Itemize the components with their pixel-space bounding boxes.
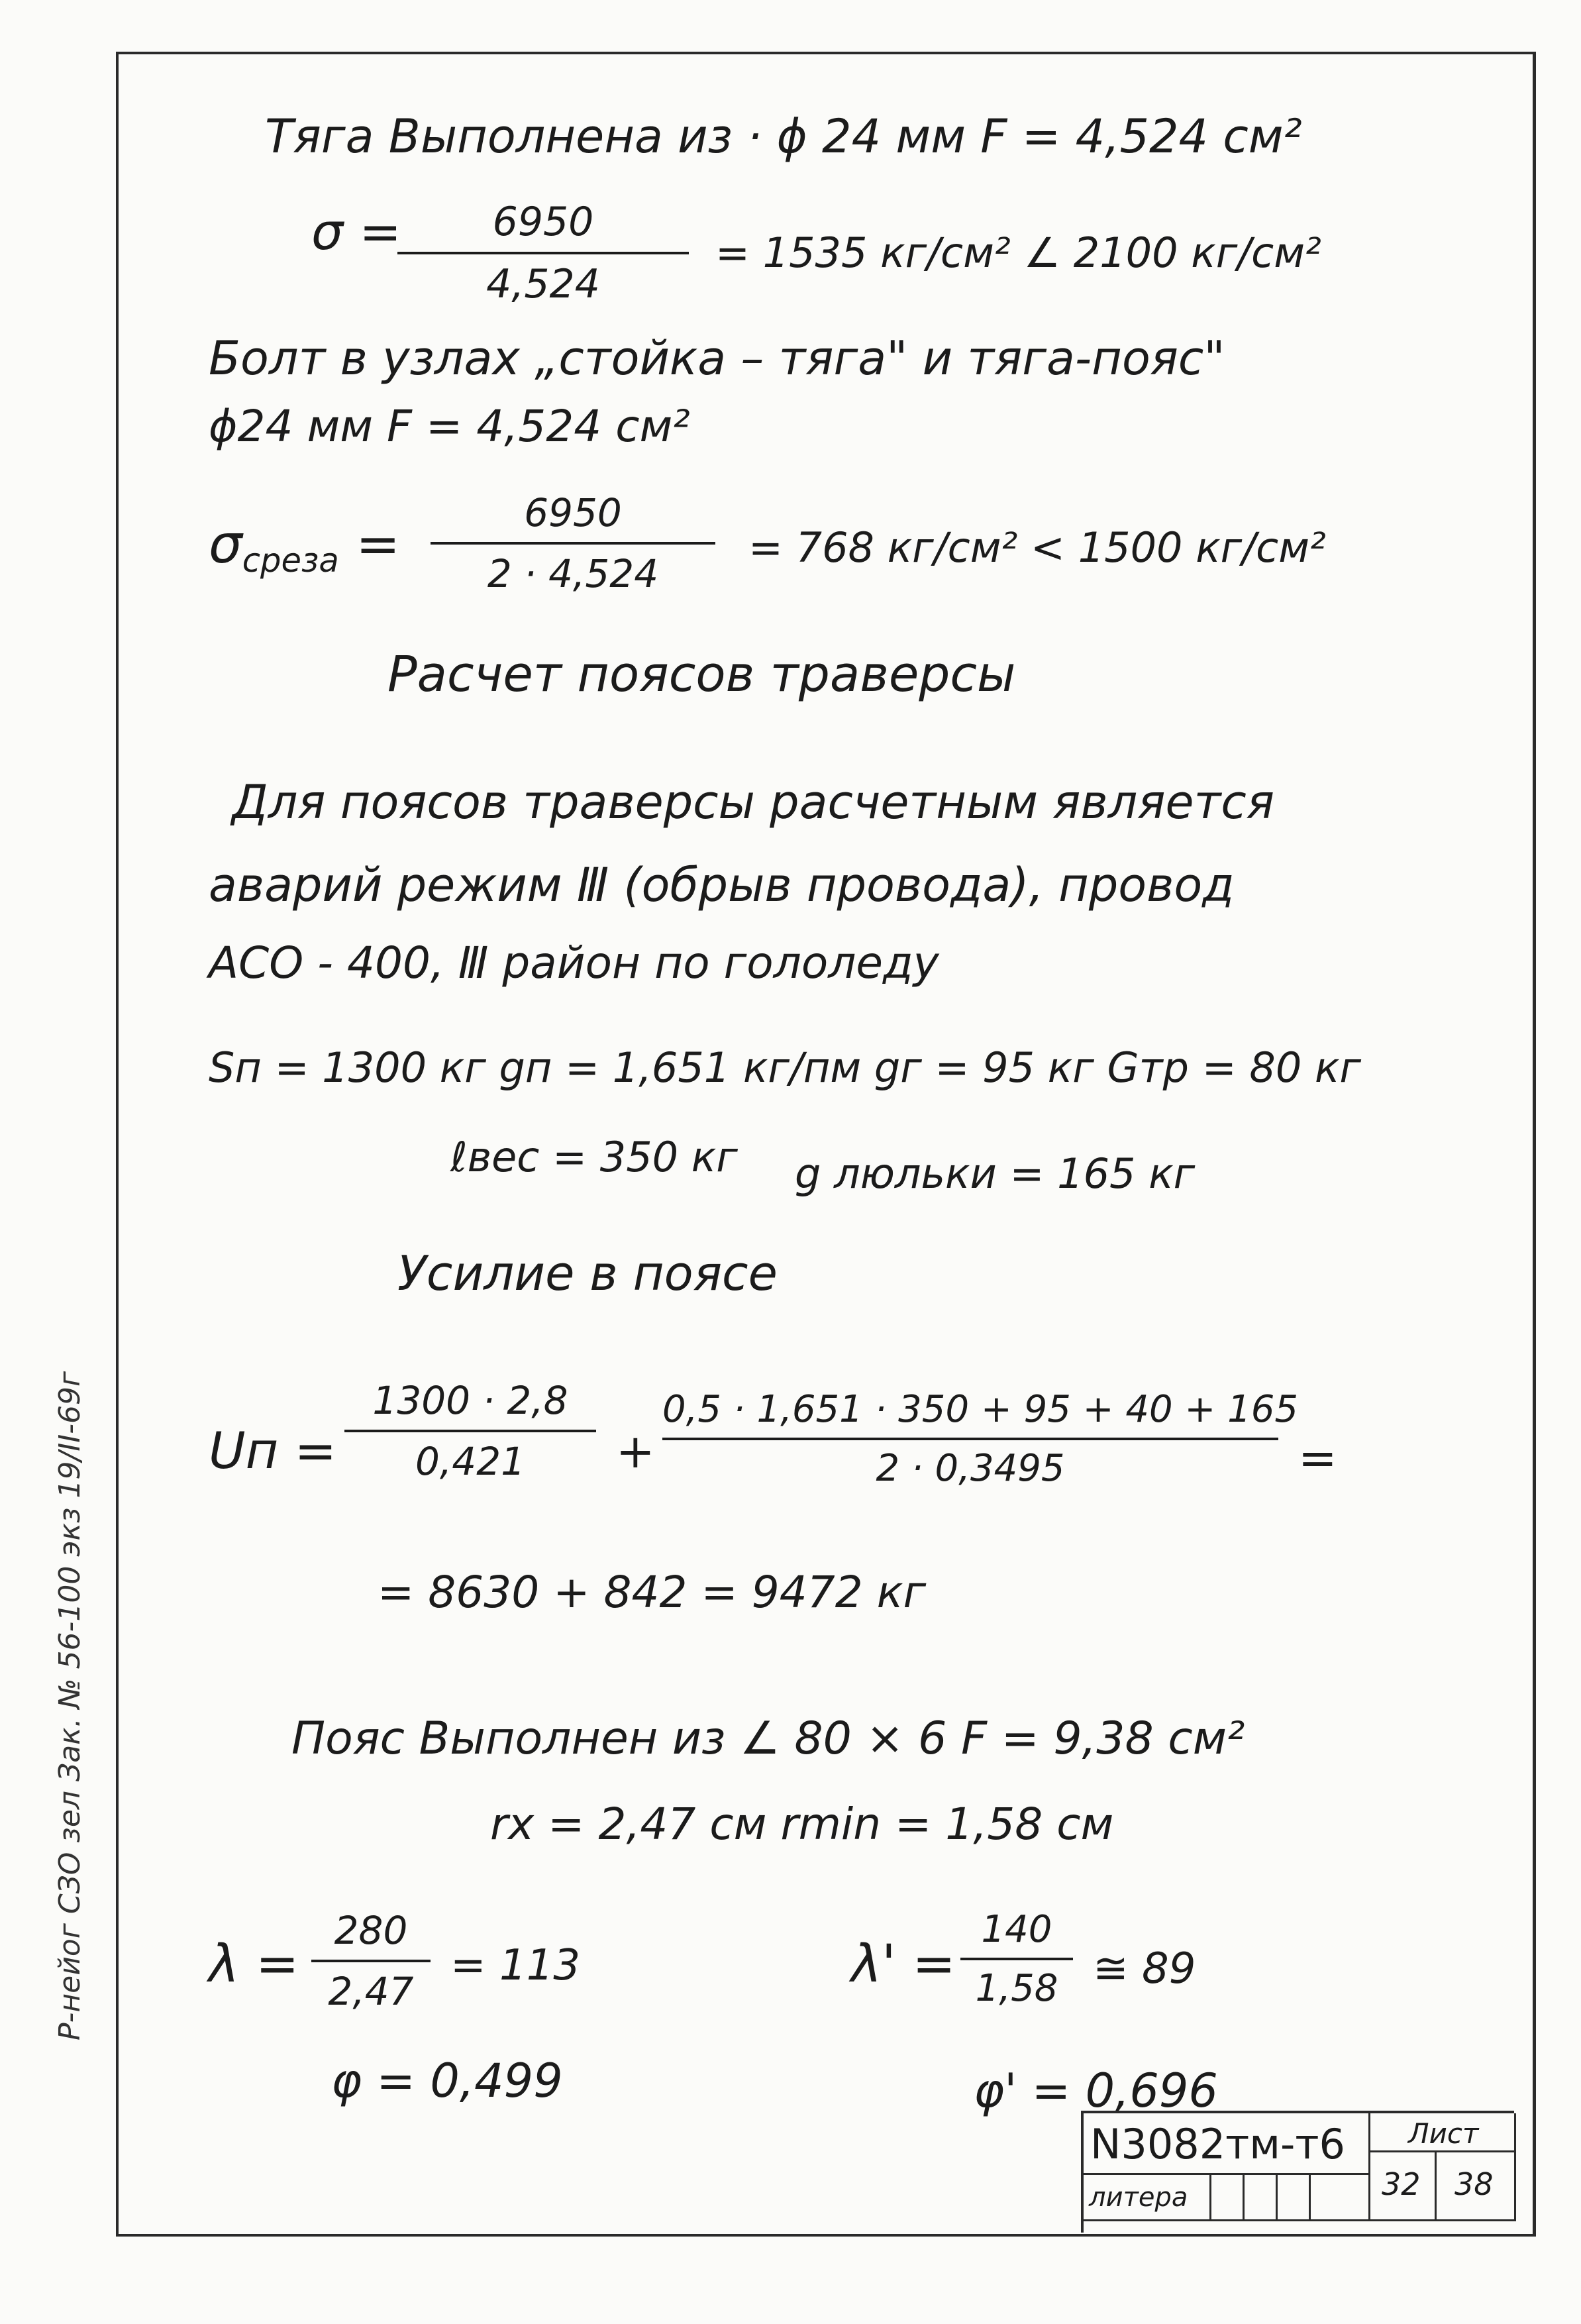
fraction-bar — [960, 1958, 1073, 1960]
lambda-lhs: λ = — [209, 1934, 299, 1994]
shear-sigma: σ — [209, 513, 242, 575]
para-line-1: Для поясов траверсы расчетным является — [232, 775, 1274, 829]
belt-spec: Пояс Выполнен из ∠ 80 × 6 F = 9,38 см² — [291, 1713, 1245, 1765]
sheet-no: 32 — [1382, 2166, 1421, 2202]
force-fraction-2 — [662, 1388, 1299, 1490]
shear-lhs — [209, 513, 401, 580]
force-denominator-1: 0,421 — [415, 1439, 526, 1484]
para-line-2: аварий режим Ⅲ (обрыв провода), провод — [209, 858, 1235, 912]
force-fraction-1 — [344, 1378, 596, 1484]
title-block — [1081, 2111, 1514, 2233]
force-lhs: Uп = — [209, 1421, 337, 1480]
margin-note: Р-нейог СЗО зел Зак. № 56-100 экз 19/II-69г — [53, 1371, 87, 2040]
litera-cell-3 — [1276, 2173, 1311, 2221]
weight-line-a: ℓвес = 350 кг — [450, 1133, 738, 1181]
force-numerator-2: 0,5 · 1,651 · 350 + 95 + 40 + 165 — [662, 1388, 1299, 1431]
fraction-bar — [431, 542, 715, 545]
sheet-label: Лист — [1408, 2117, 1479, 2150]
force-plus: + — [616, 1424, 655, 1479]
fraction-bar — [662, 1438, 1278, 1440]
litera-cell-4 — [1309, 2173, 1370, 2221]
litera-cell-1 — [1209, 2173, 1245, 2221]
force-denominator-2: 2 · 0,3495 — [876, 1447, 1065, 1490]
lambda2-denominator: 1,58 — [975, 1967, 1058, 2010]
litera-cell-2 — [1243, 2173, 1278, 2221]
sigma-numerator: 6950 — [492, 199, 594, 245]
shear-equals: = — [356, 513, 401, 575]
fraction-bar — [311, 1960, 431, 1962]
fraction-bar — [344, 1430, 596, 1432]
sigma-lhs: σ = — [311, 202, 402, 261]
sigma-fraction — [397, 199, 689, 307]
force-numerator-1: 1300 · 2,8 — [372, 1378, 568, 1423]
shear-numerator: 6950 — [524, 490, 622, 535]
para-line-3: АСО - 400, Ⅲ район по гололеду — [209, 937, 939, 988]
doc-number: N3082тм-т6 — [1090, 2120, 1345, 2168]
sigma-denominator: 4,524 — [486, 261, 600, 307]
lambda-result: = 113 — [450, 1941, 581, 1990]
lambda-denominator: 2,47 — [328, 1969, 414, 2014]
sheet-total: 38 — [1454, 2166, 1494, 2202]
heading-force: Усилие в поясе — [397, 1245, 778, 1301]
lambda-numerator: 280 — [334, 1908, 408, 1953]
line-rod-spec: Тяга Выполнена из · ϕ 24 мм F = 4,524 см² — [265, 109, 1302, 164]
lambda2-fraction — [960, 1908, 1073, 2010]
weight-line-b: g люльки = 165 кг — [795, 1149, 1196, 1198]
lambda2-lhs: λ' = — [851, 1934, 956, 1994]
radius-line: rx = 2,47 см rmin = 1,58 см — [490, 1799, 1114, 1850]
loads-line: Sп = 1300 кг gп = 1,651 кг/пм gг = 95 кг Gтр = 80 кг — [209, 1043, 1361, 1092]
line-bolt-area: ϕ24 мм F = 4,524 см² — [209, 401, 690, 452]
force-equals: = — [1298, 1431, 1337, 1485]
lambda2-result: ≅ 89 — [1093, 1944, 1196, 1993]
litera-label: литера — [1089, 2182, 1188, 2213]
shear-result: = 768 кг/см² < 1500 кг/см² — [748, 523, 1326, 572]
lambda2-numerator: 140 — [981, 1908, 1052, 1951]
line-bolt: Болт в узлах „стойка – тяга" и тяга-пояс" — [209, 331, 1225, 386]
force-result: = 8630 + 842 = 9472 кг — [378, 1567, 927, 1618]
lambda-fraction — [311, 1908, 431, 2014]
fraction-bar — [397, 252, 689, 254]
sigma-result: = 1535 кг/см² ∠ 2100 кг/см² — [715, 229, 1321, 277]
heading-belt-calc: Расчет поясов траверсы — [387, 646, 1016, 703]
shear-denominator: 2 · 4,524 — [487, 551, 659, 596]
shear-sub: среза — [242, 541, 339, 580]
phi-value: φ = 0,499 — [331, 2054, 563, 2108]
phi-prime-value: φ' = 0,696 — [974, 2064, 1218, 2118]
shear-fraction — [431, 490, 715, 596]
